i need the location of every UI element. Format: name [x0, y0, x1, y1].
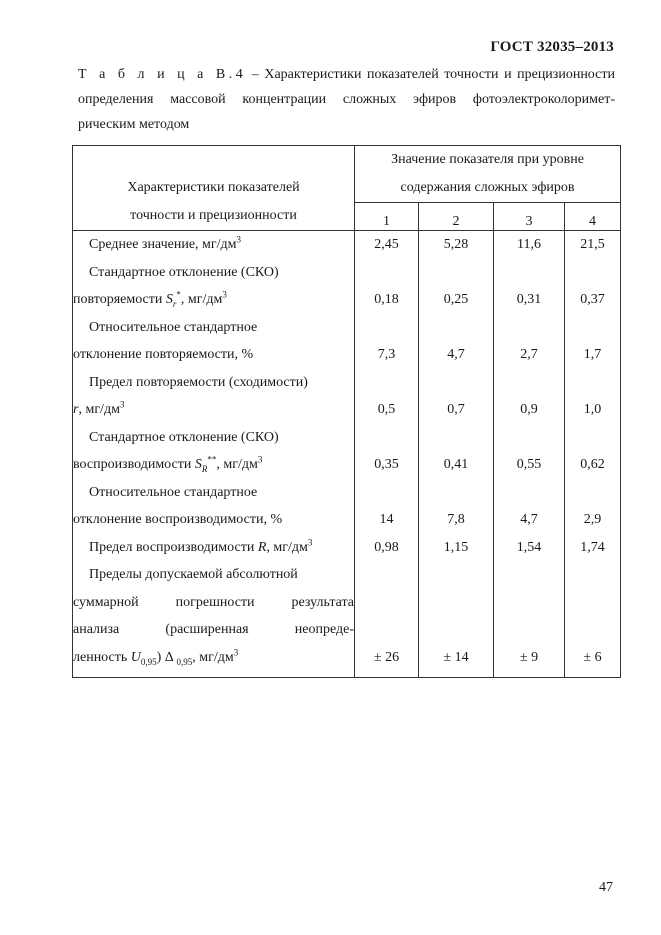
cell-value: 0,7: [419, 369, 494, 424]
cell-value: ± 26: [355, 561, 419, 678]
cell-value: 4,7: [494, 479, 565, 534]
level-header-2: 2: [419, 203, 494, 231]
cell-value: 7,3: [355, 314, 419, 369]
cell-value: 1,0: [565, 369, 621, 424]
cell-value: 2,9: [565, 479, 621, 534]
cell-value: 5,28: [419, 231, 494, 259]
cell-value: 0,62: [565, 424, 621, 479]
table-row: [73, 369, 621, 424]
cell-value: 1,74: [565, 534, 621, 562]
param-repeatability-sd: Стандартное отклонение (СКО) повторяемости $S_r^*$, $мг/дм^3$: [73, 259, 355, 314]
cell-value: 21,5: [565, 231, 621, 259]
cell-value: 2,7: [494, 314, 565, 369]
cell-value: ± 14: [419, 561, 494, 678]
caption-line-3: рическим методом: [78, 117, 190, 132]
cell-value: ± 6: [565, 561, 621, 678]
table-row: [73, 534, 621, 562]
param-error-limits: Пределы допускаемой абсолютной суммарной погрешности результата анализа (расширенная неопреде- ленность $U_{0,95}$) Δ $_{0,95}$, $мг/дм^3$: [73, 561, 355, 678]
param-repeatability-limit: Предел повторяемости (сходимости) r, $мг/дм^3$: [73, 369, 355, 424]
level-header-1: 1: [355, 203, 419, 231]
cell-value: 14: [355, 479, 419, 534]
cell-value: 0,25: [419, 259, 494, 314]
level-header-4: 4: [565, 203, 621, 231]
cell-value: 1,15: [419, 534, 494, 562]
cell-value: 0,55: [494, 424, 565, 479]
cell-value: 11,6: [494, 231, 565, 259]
precision-characteristics-table: [72, 145, 621, 678]
page-number: 47: [599, 880, 613, 895]
cell-value: 1,54: [494, 534, 565, 562]
param-reproducibility-limit: Предел воспроизводимости R, $мг/дм^3$: [73, 534, 355, 562]
document-code: ГОСТ 32035–2013: [490, 39, 614, 55]
cell-value: 0,18: [355, 259, 419, 314]
cell-value: 0,35: [355, 424, 419, 479]
caption-line-2: определения массовой концентрации сложных эфиров фотоэлектроколоримет-: [78, 92, 615, 107]
header-characteristics: Характеристики показателей точности и прецизионности: [73, 146, 355, 231]
header-value-level: Значение показателя при уровне содержания сложных эфиров: [355, 146, 621, 203]
cell-value: 4,7: [419, 314, 494, 369]
cell-value: 0,5: [355, 369, 419, 424]
cell-value: ± 9: [494, 561, 565, 678]
cell-value: 0,9: [494, 369, 565, 424]
table-caption: [78, 62, 615, 137]
table-row: [73, 424, 621, 479]
table-row: [73, 259, 621, 314]
table-row: [73, 561, 621, 678]
param-reproducibility-sd: Стандартное отклонение (СКО) воспроизводимости $S_R^{**}$, $мг/дм^3$: [73, 424, 355, 479]
caption-line-1: [78, 62, 615, 87]
table-row: [73, 231, 621, 259]
cell-value: 0,41: [419, 424, 494, 479]
cell-value: 1,7: [565, 314, 621, 369]
level-header-3: 3: [494, 203, 565, 231]
cell-value: 0,37: [565, 259, 621, 314]
caption-title-part: – Характеристики показателей точности и прецизионности: [246, 67, 615, 82]
table-row: [73, 314, 621, 369]
cell-value: 0,98: [355, 534, 419, 562]
param-mean-value: Среднее значение, $мг/дм^3$: [73, 231, 355, 259]
cell-value: 2,45: [355, 231, 419, 259]
param-repeatability-rsd: Относительное стандартное отклонение повторяемости, %: [73, 314, 355, 369]
cell-value: 0,31: [494, 259, 565, 314]
table-label: Т а б л и ц а В.4: [78, 67, 247, 82]
table-row: [73, 479, 621, 534]
param-reproducibility-rsd: Относительное стандартное отклонение воспроизводимости, %: [73, 479, 355, 534]
cell-value: 7,8: [419, 479, 494, 534]
